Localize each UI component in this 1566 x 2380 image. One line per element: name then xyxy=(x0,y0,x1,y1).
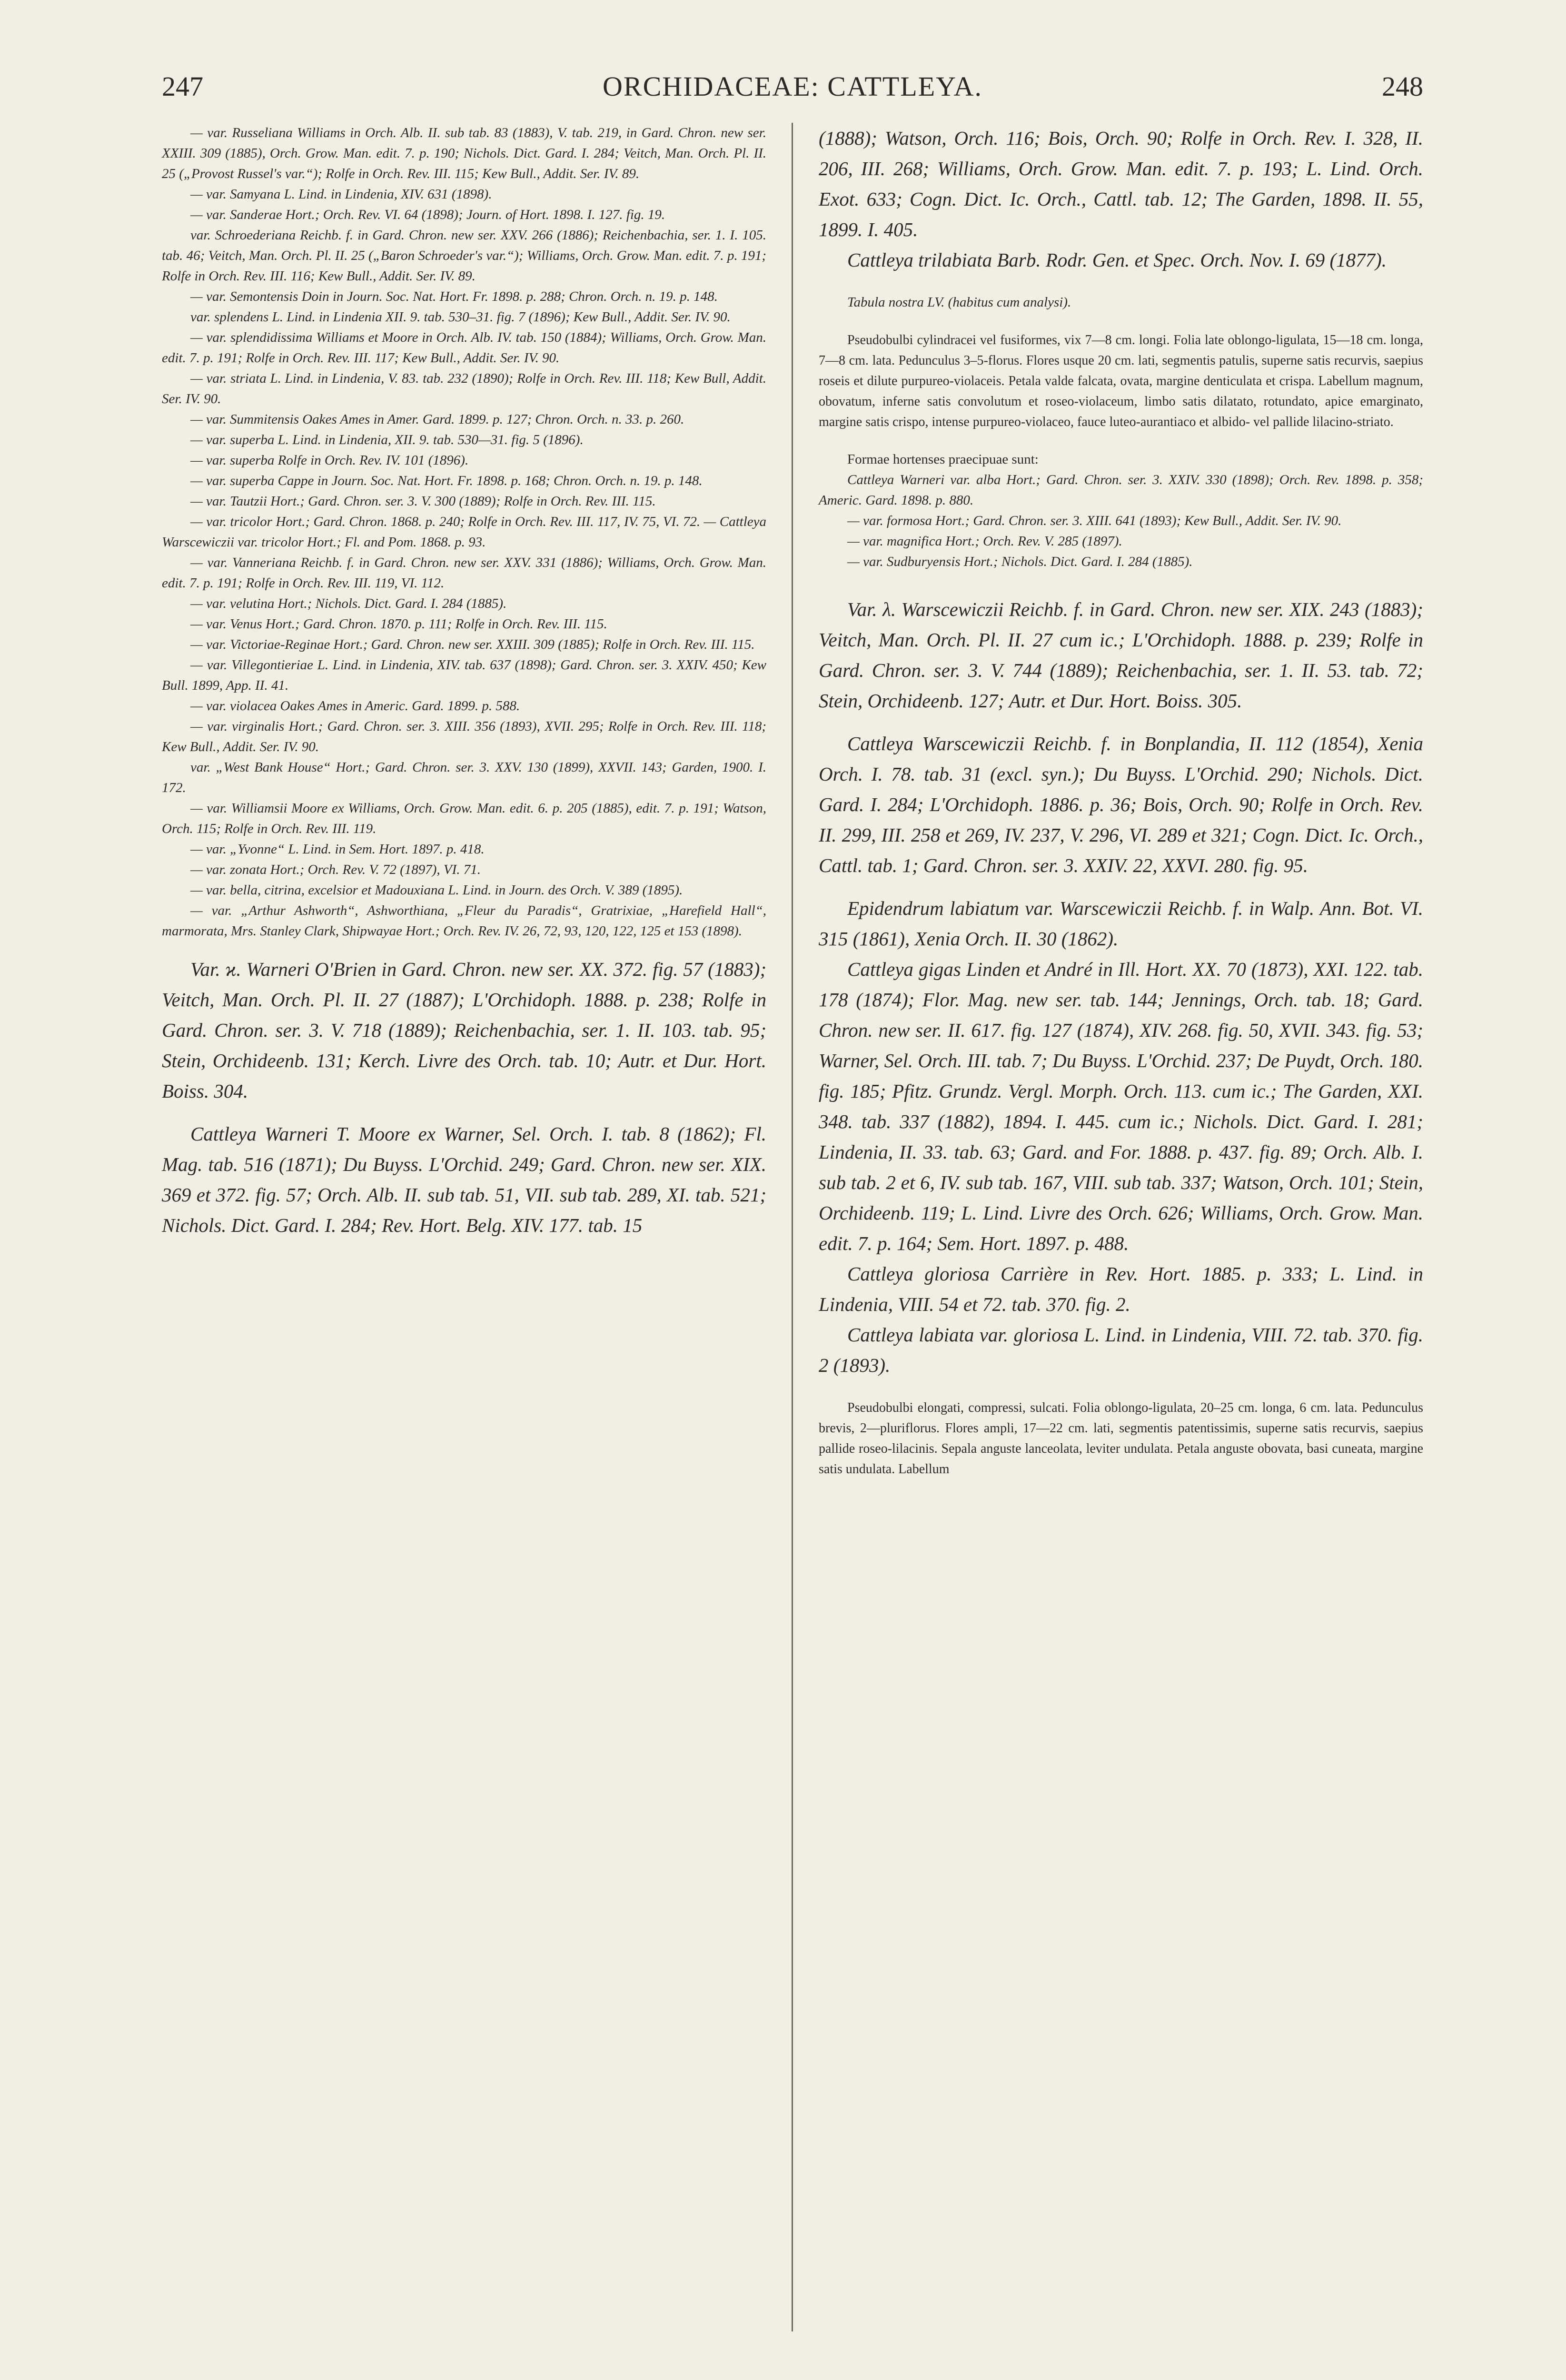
variety-entry: — var. striata L. Lind. in Lindenia, V. 83. tab. 232 (1890); Rolfe in Orch. Rev. III. 118; Kew Bull, Addit. Ser. IV. 90. xyxy=(162,371,766,407)
forma-entry: — var. Sudburyensis Hort.; Nichols. Dict. Gard. I. 284 (1885). xyxy=(847,554,1193,569)
variety-entry: — var. superba Cappe in Journ. Soc. Nat. Hort. Fr. 1898. p. 168; Chron. Orch. n. 19. p. 148. xyxy=(190,473,703,488)
variety-entry: — var. Villegontieriae L. Lind. in Lindenia, XIV. tab. 637 (1898); Gard. Chron. ser. 3. XXIV. 450; Kew Bull. 1899, App. II. 41. xyxy=(162,657,766,693)
variety-warscewiczii-heading: Var. λ. Warscewiczii Reichb. f. in Gard. Chron. new ser. XIX. 243 (1883); Veitch, Man. Orch. Pl. II. 27 cum ic.; L'Orchidoph. 1888. p. 239; Rolfe in Gard. Chron. ser. 3. V. 744 (1889); Reichenbachia, ser. 1. II. 53. tab. 72; Stein, Orchideenb. 127; Autr. et Dur. Hort. Boiss. 305. xyxy=(819,598,1423,712)
variety-entry: — var. „Yvonne“ L. Lind. in Sem. Hort. 1897. p. 418. xyxy=(190,842,485,857)
variety-entry: — var. Venus Hort.; Gard. Chron. 1870. p. 111; Rolfe in Orch. Rev. III. 115. xyxy=(190,616,607,632)
variety-entry: — var. tricolor Hort.; Gard. Chron. 1868. p. 240; Rolfe in Orch. Rev. III. 117, IV. 75, VI. 72. — Cattleya Warscewiczii var. tricolor Hort.; Fl. and Pom. 1868. p. 93. xyxy=(162,514,766,550)
variety-entry: var. Schroederiana Reichb. f. in Gard. Chron. new ser. XXV. 266 (1886); Reichenbachia, ser. 1. I. 105. tab. 46; Veitch, Man. Orch. Pl. II. 25 („Baron Schroeder's var.“); Williams, Orch. Grow. Man. edit. 7. p. 191; Rolfe in Orch. Rev. III. 116; Kew Bull., Addit. Ser. IV. 89. xyxy=(162,228,766,284)
running-title: ORCHIDACEAE: CATTLEYA. xyxy=(603,71,982,102)
synonym-entry: Cattleya Warneri T. Moore ex Warner, Sel. Orch. I. tab. 8 (1862); Fl. Mag. tab. 516 (1871); Du Buyss. L'Orchid. 249; Gard. Chron. new ser. XIX. 369 et 372. fig. 57; Orch. Alb. II. sub tab. 51, VII. sub tab. 289, XI. tab. 521; Nichols. Dict. Gard. I. 284; Rev. Hort. Belg. XIV. 177. tab. 15 xyxy=(162,1123,766,1236)
synonym-entry: Cattleya labiata var. gloriosa L. Lind. in Lindenia, VIII. 72. tab. 370. fig. 2 (1893). xyxy=(819,1324,1423,1376)
synonym-continuation: (1888); Watson, Orch. 116; Bois, Orch. 90; Rolfe in Orch. Rev. I. 328, II. 206, III. 268; Williams, Orch. Grow. Man. edit. 7. p. 193; L. Lind. Orch. Exot. 633; Cogn. Dict. Ic. Orch., Cattl. tab. 12; The Garden, 1898. II. 55, 1899. I. 405. xyxy=(819,127,1423,240)
right-page-number: 248 xyxy=(1382,71,1423,102)
variety-entry: — var. Victoriae-Reginae Hort.; Gard. Chron. new ser. XXIII. 309 (1885); Rolfe in Orch. Rev. III. 115. xyxy=(190,637,755,652)
variety-entry: var. splendens L. Lind. in Lindenia XII. 9. tab. 530–31. fig. 7 (1896); Kew Bull., Addit. Ser. IV. 90. xyxy=(190,309,731,325)
synonym-entry: Cattleya trilabiata Barb. Rodr. Gen. et Spec. Orch. Nov. I. 69 (1877). xyxy=(847,249,1387,271)
formae-heading: Formae hortenses praecipuae sunt: xyxy=(847,452,1039,467)
forma-entry: — var. formosa Hort.; Gard. Chron. ser. 3. XIII. 641 (1893); Kew Bull., Addit. Ser. IV. 90. xyxy=(847,513,1342,528)
synonym-entry: Epidendrum labiatum var. Warscewiczii Reichb. f. in Walp. Ann. Bot. VI. 315 (1861), Xenia Orch. II. 30 (1862). xyxy=(819,897,1423,950)
variety-entry: — var. Semontensis Doin in Journ. Soc. Nat. Hort. Fr. 1898. p. 288; Chron. Orch. n. 19. p. 148. xyxy=(190,289,718,304)
variety-entry: — var. Vanneriana Reichb. f. in Gard. Chron. new ser. XXV. 331 (1886); Williams, Orch. Grow. Man. edit. 7. p. 191; Rolfe in Orch. Rev. III. 119, VI. 112. xyxy=(162,555,766,591)
variety-entry: — var. „Arthur Ashworth“, Ashworthiana, „Fleur du Paradis“, Gratrixiae, „Harefield Hall“, marmorata, Mrs. Stanley Clark, Shipwayae Hort.; Orch. Rev. IV. 26, 72, 93, 120, 122, 125 et 153 (1898). xyxy=(162,903,766,939)
left-column xyxy=(162,123,766,1240)
variety-entry: — var. superba Rolfe in Orch. Rev. IV. 101 (1896). xyxy=(190,453,469,468)
running-header xyxy=(162,70,1423,113)
column-divider xyxy=(792,123,793,2331)
variety-entry: — var. splendidissima Williams et Moore in Orch. Alb. IV. tab. 150 (1884); Williams, Orch. Grow. Man. edit. 7. p. 191; Rolfe in Orch. Rev. III. 117; Kew Bull., Addit. Ser. IV. 90. xyxy=(162,330,766,366)
forma-entry: Cattleya Warneri var. alba Hort.; Gard. Chron. ser. 3. XXIV. 330 (1898); Orch. Rev. 1898. p. 358; Americ. Gard. 1898. p. 880. xyxy=(819,472,1423,508)
plate-caption: Tabula nostra LV. (habitus cum analysi). xyxy=(847,295,1071,310)
variety-entry: — var. Williamsii Moore ex Williams, Orch. Grow. Man. edit. 6. p. 205 (1885), edit. 7. p. 191; Watson, Orch. 115; Rolfe in Orch. Rev. III. 119. xyxy=(162,801,766,836)
variety-entry: — var. Sanderae Hort.; Orch. Rev. VI. 64 (1898); Journ. of Hort. 1898. I. 127. fig. 19. xyxy=(190,207,665,222)
variety-entry: var. „West Bank House“ Hort.; Gard. Chron. ser. 3. XXV. 130 (1899), XXVII. 143; Garden, 1900. I. 172. xyxy=(162,760,766,795)
variety-entry: — var. Samyana L. Lind. in Lindenia, XIV. 631 (1898). xyxy=(190,187,492,202)
variety-entry: — var. Summitensis Oakes Ames in Amer. Gard. 1899. p. 127; Chron. Orch. n. 33. p. 260. xyxy=(190,412,684,427)
variety-entry: — var. velutina Hort.; Nichols. Dict. Gard. I. 284 (1885). xyxy=(190,596,507,611)
variety-entry: — var. virginalis Hort.; Gard. Chron. ser. 3. XIII. 356 (1893), XVII. 295; Rolfe in Orch. Rev. III. 118; Kew Bull., Addit. Ser. IV. 90. xyxy=(162,719,766,754)
variety-warneri-heading: Var. ϰ. Warneri O'Brien in Gard. Chron. new ser. XX. 372. fig. 57 (1883); Veitch, Man. Orch. Pl. II. 27 (1887); L'Orchidoph. 1888. p. 238; Rolfe in Gard. Chron. ser. 3. V. 718 (1889); Reichenbachia, ser. 1. II. 103. tab. 95; Stein, Orchideenb. 131; Kerch. Livre des Orch. tab. 10; Autr. et Dur. Hort. Boiss. 304. xyxy=(162,958,766,1102)
synonym-entry: Cattleya Warscewiczii Reichb. f. in Bonplandia, II. 112 (1854), Xenia Orch. I. 78. tab. 31 (excl. syn.); Du Buyss. L'Orchid. 290; Nichols. Dict. Gard. I. 284; L'Orchidoph. 1886. p. 36; Bois, Orch. 90; Rolfe in Orch. Rev. II. 299, III. 258 et 269, IV. 237, V. 296, VI. 289 et 321; Cogn. Dict. Ic. Orch., Cattl. tab. 1; Gard. Chron. ser. 3. XXIV. 22, XXVI. 280. fig. 95. xyxy=(819,733,1423,876)
variety-entry: — var. zonata Hort.; Orch. Rev. V. 72 (1897), VI. 71. xyxy=(190,862,481,877)
synonym-entry: Cattleya gloriosa Carrière in Rev. Hort. 1885. p. 333; L. Lind. in Lindenia, VIII. 54 et 72. tab. 370. fig. 2. xyxy=(819,1263,1423,1315)
variety-entry: — var. bella, citrina, excelsior et Madouxiana L. Lind. in Journ. des Orch. V. 389 (1895). xyxy=(190,883,683,898)
species-description: Pseudobulbi elongati, compressi, sulcati. Folia oblongo-ligulata, 20–25 cm. longa, 6 cm. lata. Pedunculus brevis, 2—pluriflorus. Flores ampli, 17—22 cm. lati, segmentis patentissimis, superne satis recurvis, saepius pallide roseo-lilacinis. Sepala anguste lanceolata, leviter undulata. Petala anguste obovata, basi cuneata, margine satis undulata. Labellum xyxy=(819,1400,1423,1477)
variety-entry: — var. violacea Oakes Ames in Americ. Gard. 1899. p. 588. xyxy=(190,698,520,714)
variety-entry: — var. Tautzii Hort.; Gard. Chron. ser. 3. V. 300 (1889); Rolfe in Orch. Rev. III. 115. xyxy=(190,494,656,509)
synonym-entry: Cattleya gigas Linden et André in Ill. Hort. XX. 70 (1873), XXI. 122. tab. 178 (1874); Flor. Mag. new ser. tab. 144; Jennings, Orch. tab. 18; Gard. Chron. new ser. II. 617. fig. 127 (1874), XIV. 268. fig. 50, XVII. 343. fig. 53; Warner, Sel. Orch. III. tab. 7; Du Buyss. L'Orchid. 237; De Puydt, Orch. 180. fig. 185; Pfitz. Grundz. Vergl. Morph. Orch. 113. cum ic.; The Garden, XXI. 348. tab. 337 (1882), 1894. I. 445. cum ic.; Nichols. Dict. Gard. I. 281; Lindenia, II. 33. tab. 63; Gard. and For. 1888. p. 437. fig. 89; Orch. Alb. I. sub tab. 2 et 6, IV. sub tab. 167, VIII. sub tab. 337; Watson, Orch. 101; Stein, Orchideenb. 119; L. Lind. Livre des Orch. 626; Williams, Orch. Grow. Man. edit. 7. p. 164; Sem. Hort. 1897. p. 488. xyxy=(819,958,1423,1254)
variety-entry: — var. Russeliana Williams in Orch. Alb. II. sub tab. 83 (1883), V. tab. 219, in Gard. Chron. new ser. XXIII. 309 (1885), Orch. Grow. Man. edit. 7. p. 190; Nichols. Dict. Gard. I. 284; Veitch, Man. Orch. Pl. II. 25 („Provost Russel's var.“); Rolfe in Orch. Rev. III. 115; Kew Bull., Addit. Ser. IV. 89. xyxy=(162,125,766,181)
right-column xyxy=(819,123,1423,1479)
forma-entry: — var. magnifica Hort.; Orch. Rev. V. 285 (1897). xyxy=(847,534,1122,549)
left-page-number: 247 xyxy=(162,71,203,102)
species-description: Pseudobulbi cylindracei vel fusiformes, vix 7—8 cm. longi. Folia late oblongo-ligulata, 15—18 cm. longa, 7—8 cm. lata. Pedunculus 3–5-florus. Flores usque 20 cm. lati, segmentis patulis, superne satis recurvis, saepius roseis et dilute purpureo-violaceis. Petala valde falcata, ovata, margine denticulata et crispa. Labellum magnum, obovatum, inferne satis convolutum et roseo-violaceum, limbo satis dilatato, rotundato, apice emarginato, margine satis crispo, intense purpureo-violaceo, fauce luteo-aurantiaco et albido- vel pallide lilacino-striato. xyxy=(819,333,1423,429)
variety-entry: — var. superba L. Lind. in Lindenia, XII. 9. tab. 530—31. fig. 5 (1896). xyxy=(190,432,584,447)
